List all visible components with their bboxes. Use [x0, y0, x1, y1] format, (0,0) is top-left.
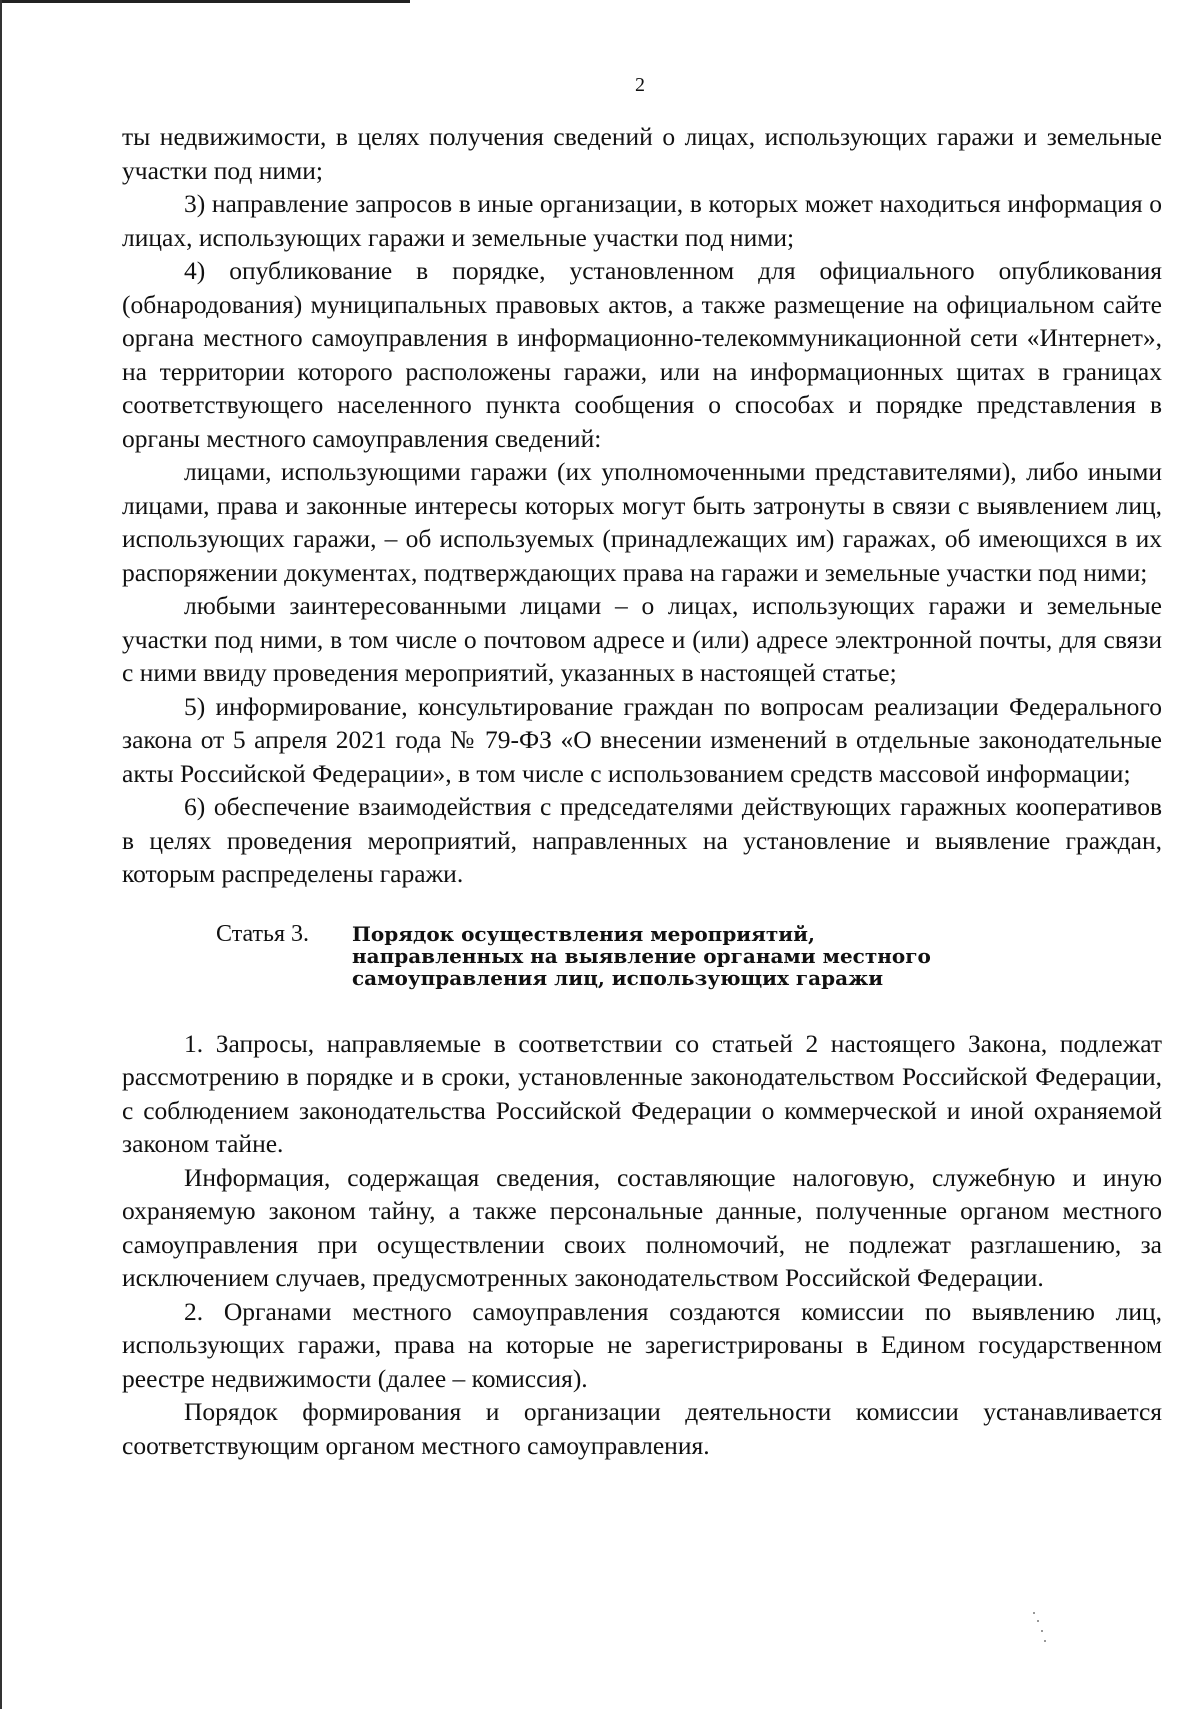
- paragraph: Информация, содержащая сведения, составляющие налоговую, служебную и иную охраняемую законом тайну, а также персональные данные, полученные органом местного самоуправления при осуществлении своих полномочий, не подлежат разглашению, за исключением случаев, предусмотренных законодательством Российской Федерации.: [122, 1162, 1162, 1292]
- page-number: 2: [635, 74, 645, 96]
- paragraph: ты недвижимости, в целях получения сведений о лицах, использующих гаражи и земельные участки под ними;: [122, 122, 1162, 185]
- paragraph: любыми заинтересованными лицами – о лицах, использующих гаражи и земельные участки под ними, в том числе о почтовом адресе и (или) адресе электронной почты, для связи с ними ввиду проведения мероприятий, указанных в настоящей статье;: [122, 591, 1162, 687]
- paragraph: 5) информирование, консультирование граждан по вопросам реализации Федерального закона от 5 апреля 2021 года № 79-ФЗ «О внесении изменений в отдельные законодательные акты Российской Федерации», в том числе с использованием средств массовой информации;: [122, 691, 1162, 788]
- paragraph: 1. Запросы, направляемые в соответствии со статьей 2 настоящего Закона, подлежат рассмотрению в порядке и в сроки, установленные законодательством Российской Федерации, с соблюдением законодательства Российской Федерации о коммерческой и иной охраняемой законом тайне.: [122, 1028, 1162, 1158]
- paragraph: Порядок формирования и организации деятельности комиссии устанавливается соответствующим органом местного самоуправления.: [122, 1397, 1162, 1460]
- paragraphs-top: [122, 120, 1162, 891]
- article-label: Статья 3.: [216, 920, 309, 947]
- article-title-line: самоуправления лиц, использующих гаражи: [352, 965, 884, 990]
- paragraph: 6) обеспечение взаимодействия с председателями действующих гаражных кооперативов в целях проведения мероприятий, направленных на установление и выявление граждан, которым распределены гаражи.: [122, 792, 1162, 888]
- scan-edge-top: [0, 0, 410, 3]
- paragraph: 4) опубликование в порядке, установленном для официального опубликования (обнародования) муниципальных правовых актов, а также размещение на официальном сайте органа местного самоуправления в информационно-телекоммуникационной сети «Интернет», на территории которого расположены гаражи, или на информационных щитах в границах соответствующего населенного пункта сообщения о способах и порядке представления в органы местного самоуправления сведений:: [122, 256, 1162, 453]
- paragraph: 3) направление запросов в иные организации, в которых может находиться информация о лицах, использующих гаражи и земельные участки под ними;: [122, 189, 1162, 252]
- article-heading: [216, 920, 1162, 990]
- paragraph: 2. Органами местного самоуправления создаются комиссии по выявлению лиц, использующих гаражи, права на которые не зарегистрированы в Едином государственном реестре недвижимости (далее – комиссия).: [122, 1296, 1162, 1393]
- article-title-line: Порядок осуществления мероприятий,: [352, 921, 815, 946]
- paragraph: лицами, использующими гаражи (их уполномоченными представителями), либо иными лицами, права и законные интересы которых могут быть затронуты в связи с выявлением лиц, использующих гаражи, – об используемых (принадлежащих им) гаражах, об имеющихся в их распоряжении документах, подтверждающих права на гаражи и земельные участки под ними;: [122, 457, 1162, 587]
- scan-artifact: [1030, 1609, 1050, 1649]
- document-body: [122, 120, 1162, 1462]
- scan-edge-left: [0, 0, 2, 1709]
- article-title: [352, 923, 931, 989]
- paragraphs-bottom: [122, 1027, 1162, 1463]
- article-title-line: направленных на выявление органами местного: [352, 943, 931, 968]
